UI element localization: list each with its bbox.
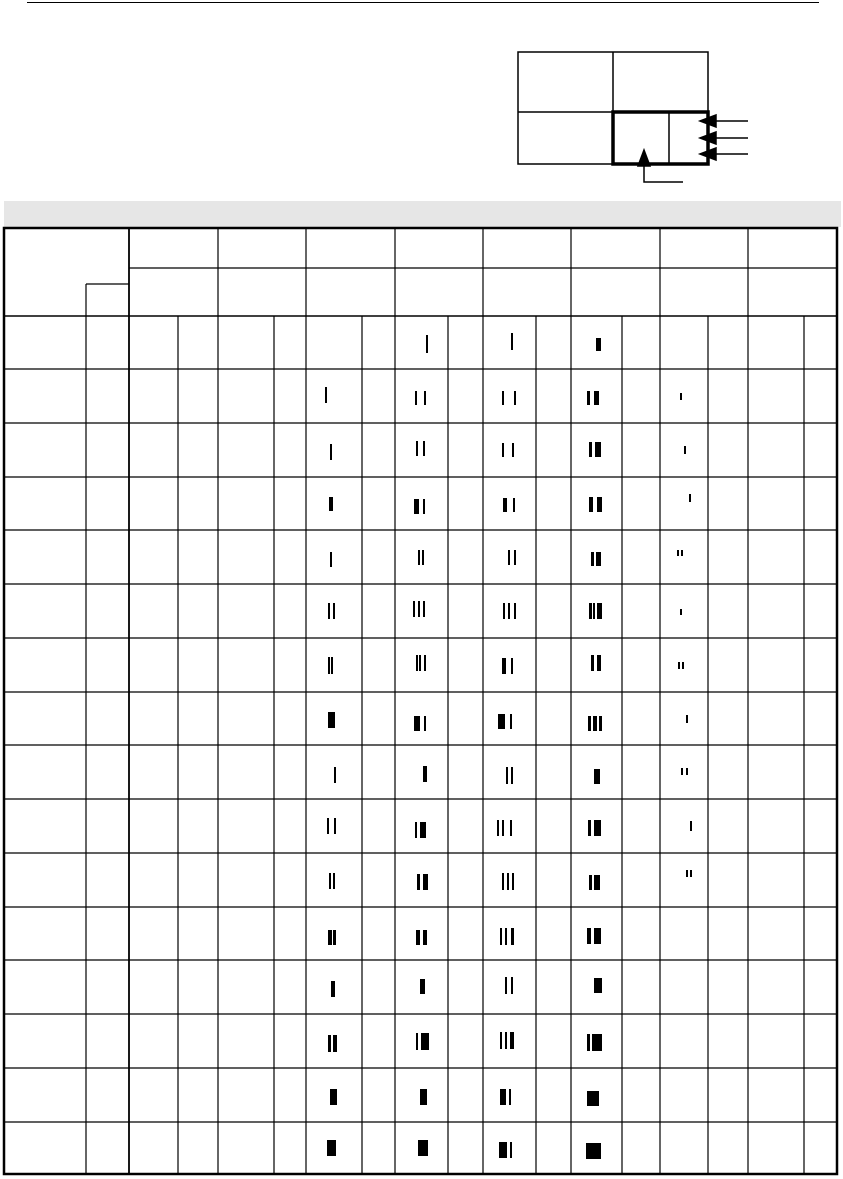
table-row-4-marks <box>329 494 691 514</box>
table-row-5-marks <box>330 550 683 567</box>
table-row-16-marks <box>327 1140 601 1159</box>
table-row-10-marks <box>327 818 692 838</box>
legend-arrow-up <box>638 150 683 182</box>
legend-diagram <box>518 52 748 182</box>
table-row-8-marks <box>328 712 688 731</box>
table-row-12-marks <box>328 928 601 945</box>
table-row-13-marks <box>331 977 602 997</box>
glyph-marks <box>325 333 692 1159</box>
table-row-11-marks <box>329 870 692 890</box>
table-row-9-marks <box>334 766 688 784</box>
table-grid <box>4 228 837 1174</box>
table-row-7-marks <box>328 655 684 674</box>
table-row-2-marks <box>325 387 682 405</box>
table-row-14-marks <box>328 1032 602 1052</box>
table-row-15-marks <box>330 1089 599 1106</box>
table-row-6-marks <box>328 601 682 619</box>
table-row-1-marks <box>426 333 601 353</box>
table-row-3-marks <box>330 441 686 460</box>
legend-highlight-cell <box>613 112 708 164</box>
